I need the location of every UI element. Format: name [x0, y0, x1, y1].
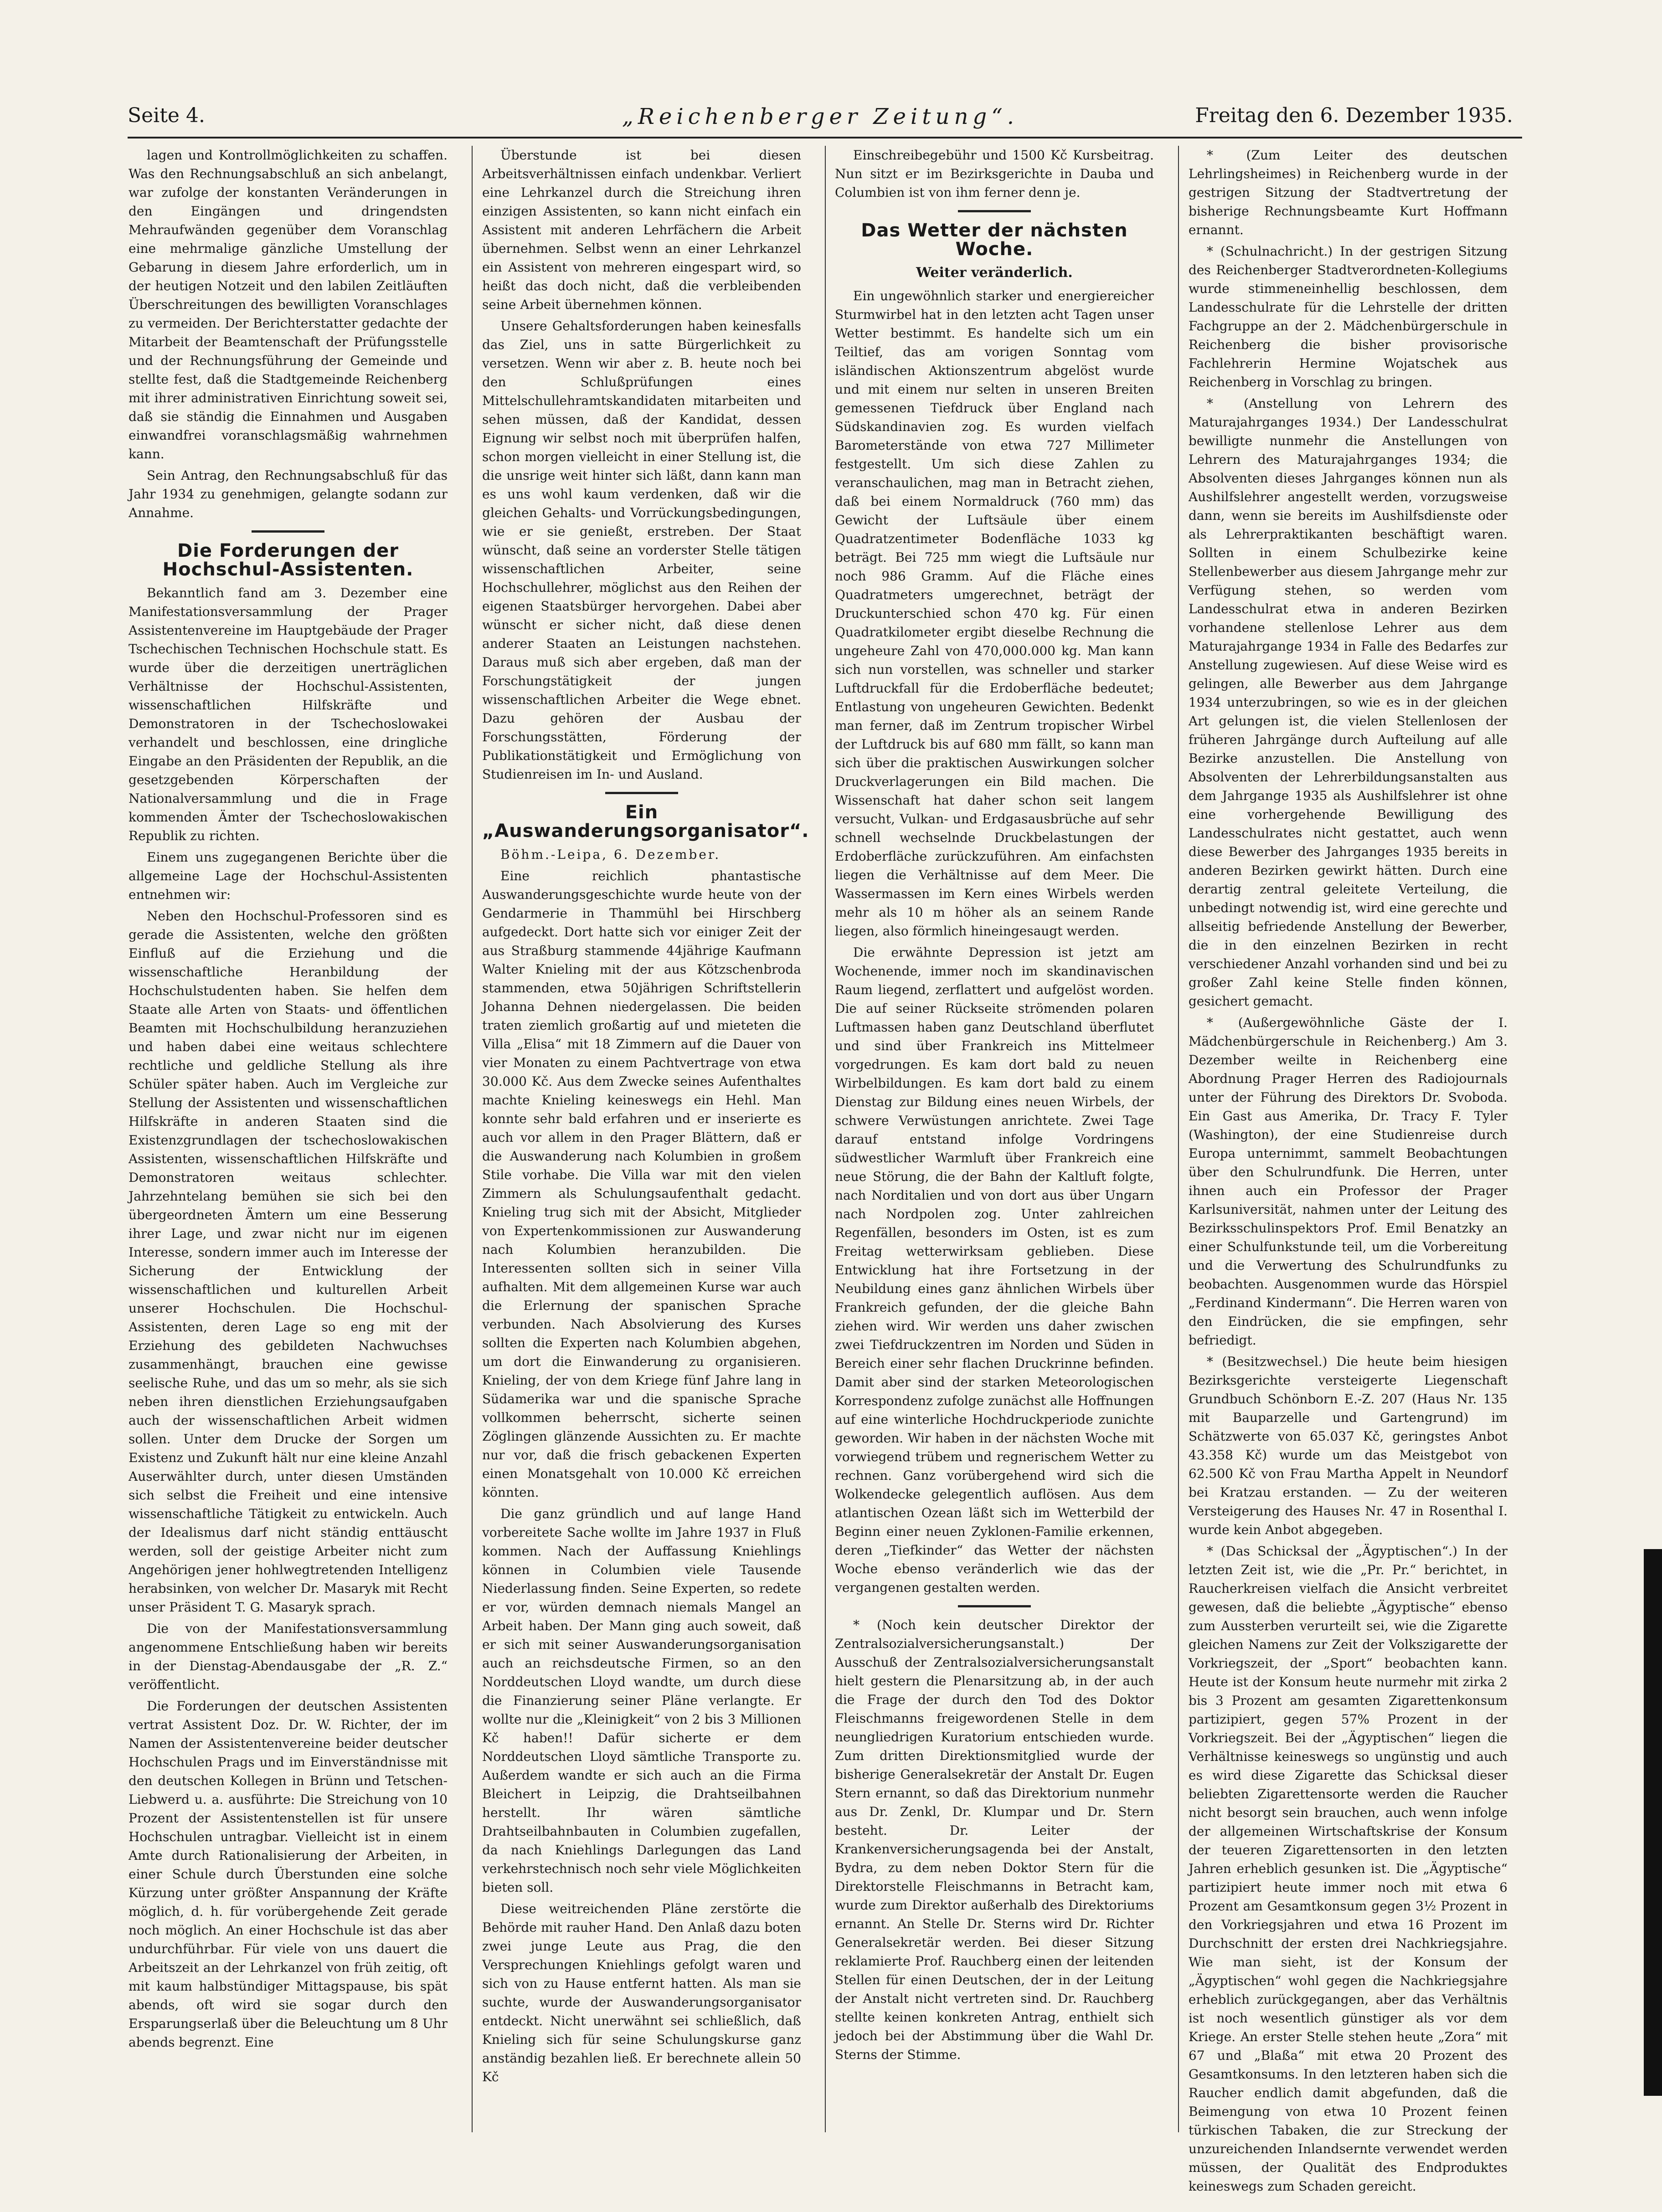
article-text: Eine reichlich phantastische Auswanderungsgeschichte wurde heute von der Gendarmerie in Thammühl bei Hirschberg aufgedeckt. Dort hatte sich vor einiger Zeit der aus Straßburg stammende 44jährige Kaufmann Walter Knieling mit der aus Kötzschenbroda stammenden, etwa 50jährigen Schriftstellerin Johanna Dehnen niedergelassen. Die beiden traten ziemlich großartig auf und mieteten die Villa „Elisa“ mit 18 Zimmern auf die Dauer von vier Monaten zu einem Pachtvertrage von etwa 30.000 Kč. Aus dem Zwecke seines Aufenthaltes machte Knieling keineswegs ein Hehl. Man konnte sehr bald erfahren und er inserierte es auch vor allem in den Prager Blättern, daß er die Auswanderung nach Kolumbien in großem Stile vorhabe. Die Villa war mit den vielen Zimmern als Schulungsaufenthalt gedacht. Knieling trug sich mit der Absicht, Mitglieder von Expertenkommissionen zur Auswanderung nach Kolumbien heranzubilden. Die Interessenten sollten sich in seiner Villa aufhalten. Mit dem allgemeinen Kurse war auch die Erlernung der spanischen Sprache verbunden. Nach Absolvierung des Kurses sollten die Experten nach Kolumbien abgehen, um dort die Einwanderung zu organisieren. Knieling, der von dem Kriege fünf Jahre lang in Südamerika war und die spanische Sprache vollkommen beherrscht, sicherte seinen Zöglingen glänzende Aussichten zu. Er machte nur vor, daß die frisch gebackenen Experten einen Monatsgehalt von 10.000 Kč erreichen könnten.	[482, 868, 801, 1500]
column-2	[482, 146, 809, 2089]
column-1	[129, 146, 448, 2054]
article-text: Bekanntlich fand am 3. Dezember eine Manifestationsversammlung der Prager Assistentenvereine im Hauptgebäude der Prager Tschechischen Technischen Hochschule statt. Es wurde über die derzeitigen unerträglichen Verhältnisse der Hochschul-Assistenten, wissenschaftlichen Hilfskräfte und Demonstratoren in der Tschechoslowakei verhandelt und beschlossen, eine dringliche Eingabe an den Präsidenten der Republik, an die gesetzgebenden Körperschaften der Nationalversammlung und die in Frage kommenden Ämter der Tschechoslowakischen Republik zu richten.	[129, 585, 448, 843]
article-separator	[605, 792, 678, 794]
article-text: Neben den Hochschul-Professoren sind es gerade die Assistenten, welche den größten Einfluß auf die Erziehung und die wissenschaftliche Heranbildung der Hochschulstudenten haben. Sie helfen dem Staate alle Arten von Staats- und öffentlichen Beamten mit Hochschulbildung heranzuziehen und haben dabei eine weitaus schlechtere rechtliche und geldliche Stellung als ihre Schüler später haben. Auch im Vergleiche zur Stellung der Assistenten und wissenschaftlichen Hilfskräfte in anderen Staaten sind die Existenzgrundlagen der tschechoslowakischen Assistenten, wissenschaftlichen Hilfskräfte und Demonstratoren weitaus schlechter. Jahrzehntelang bemühen sie sich bei den übergeordneten Ämtern um eine Besserung ihrer Lage, und zwar nicht nur im eigenen Interesse, sondern immer auch im Interesse der Sicherung der Entwicklung der wissenschaftlichen und kulturellen Arbeit unserer Hochschulen. Die Hochschul-Assistenten, deren Lage so eng mit der Erziehung des gebildeten Nachwuchses zusammenhängt, brauchen eine gewisse seelische Ruhe, und das um so mehr, als sie sich neben ihren dienstlichen Erziehungsaufgaben auch der wissenschaftlichen Arbeit widmen sollen. Unter dem Drucke der Sorgen um Existenz und Zukunft hält nur eine kleine Anzahl Auserwählter durch, unter diesen Umständen sich selbst die Freiheit und eine intensive wissenschaftliche Tätigkeit zu entwickeln. Auch der Idealismus darf nicht ständig enttäuscht werden, soll der geistige Arbeiter nicht zum Angehörigen jener hohlwegtretenden Intelligenz herabsinken, von welcher Dr. Masaryk mit Recht unser Präsident T. G. Masaryk sprach.	[129, 908, 448, 1615]
article-headline: Ein „Auswanderungsorganisator“.	[482, 802, 809, 842]
newspaper-title: „Reichenberger Zeitung“.	[622, 104, 1019, 129]
column-4	[1189, 146, 1508, 2198]
news-item: * (Zum Leiter des deutschen Lehrlingsheimes) in Reichenberg wurde in der gestrigen Sitzung der Stadtvertretung der bisherige Rechnungsbeamte Kurt Hoffmann ernannt.	[1189, 148, 1508, 237]
article-text: Die ganz gründlich und auf lange Hand vorbereitete Sache wollte im Jahre 1937 in Fluß kommen. Nach der Auffassung Kniehlings können in Columbien viele Tausende Niederlassung finden. Seine Experten, so redete er vor, würden demnach niemals Mangel an Arbeit haben. Der Mann ging auch soweit, daß er sich mit seiner Auswanderungsorganisation auch an reichsdeutsche Firmen, so an den Norddeutschen Lloyd wandte, um durch diese die Finanzierung seiner Pläne verlangte. Er wollte nur die „Kleinigkeit“ von 2 bis 3 Millionen Kč haben!! Dafür sicherte er dem Norddeutschen Lloyd sämtliche Transporte zu. Außerdem wandte er sich auch an die Firma Bleichert in Leipzig, die Drahtseilbahnen herstellt. Ihr wären sämtliche Drahtseilbahnbauten in Columbien zugefallen, da nach Kniehlings Darlegungen das Land verkehrstechnisch noch sehr viele Möglichkeiten bieten soll.	[482, 1506, 801, 1895]
issue-date: Freitag den 6. Dezember 1935.	[1195, 104, 1513, 127]
header-rule	[128, 137, 1522, 139]
article-separator	[252, 530, 324, 533]
column-divider	[1178, 146, 1179, 2132]
column-divider	[472, 146, 473, 2132]
news-item: * (Außergewöhnliche Gäste der I. Mädchenbürgerschule in Reichenberg.) Am 3. Dezember weilte in Reichenberg eine Abordnung Prager Herren des Radiojournals unter der Führung des Direktors Dr. Svoboda. Ein Gast aus Amerika, Dr. Tracy F. Tyler (Washington), der eine Studienreise durch Europa unternimmt, sammelt Beobachtungen über den Schulrundfunk. Die Herren, unter ihnen auch ein Professor der Prager Karlsuniversität, nahmen unter der Leitung des Bezirksschulinspektors Prof. Emil Benatzky an einer Schulfunkstunde teil, um die Vorbereitung und die Verwertung des Schulrundfunks zu beobachten. Ausgenommen wurde das Hörspiel „Ferdinand Kindermann“. Die Herren waren von den Eindrücken, die sie empfingen, sehr befriedigt.	[1189, 1015, 1508, 1348]
article-text: Einem uns zugegangenen Berichte über die allgemeine Lage der Hochschul-Assistenten entnehmen wir:	[129, 850, 448, 902]
page-header	[128, 104, 1513, 140]
article-separator	[958, 210, 1031, 212]
article-subheadline: Weiter veränderlich.	[916, 265, 1073, 281]
article-text: Ein ungewöhnlich starker und energiereicher Sturmwirbel hat in den letzten acht Tagen unser Wetter bestimmt. Es handelte sich um ein Teiltief, das am vorigen Sonntag vom isländischen Aktionszentrum abgelöst wurde und mit einem nur selten in unseren Breiten gemessenen Tiefdruck über England nach Südskandinavien zog. Es wurden vielfach Barometerstände von etwa 727 Millimeter festgestellt. Um sich diese Zahlen zu veranschaulichen, mag man in Betracht ziehen, daß bei einem Normaldruck (760 mm) das Gewicht der Luftsäule über einem Quadratzentimeter Bodenfläche 1033 kg beträgt. Bei 725 mm wiegt die Luftsäule nur noch 986 Gramm. Auf die Fläche eines Quadratmeters umgerechnet, beträgt der Druckunterschied schon 470 kg. Für einen Quadratkilometer ergibt dieselbe Rechnung die ungeheure Zahl von 470,000.000 kg. Man kann sich nun vorstellen, was schneller und starker Luftdruckfall für die Erdoberfläche bedeutet; Entlastung von ungeheuren Gewichten. Bedenkt man ferner, daß im Zentrum tropischer Wirbel der Luftdruck bis auf 680 mm fällt, so kann man sich über die praktischen Auswirkungen solcher Druckverlagerungen ein Bild machen. Die Wissenschaft hat daher schon seit langem versucht, Vulkan- und Erdgasausbrüche auf sehr schnell wechselnde Druckbelastungen der Erdoberfläche zurückzuführen. Am einfachsten liegen die Verhältnisse auf dem Meer. Die Wassermassen im Kern eines Wirbels werden mehr als 10 m höher als an seinem Rande liegen, also förmlich hineingesaugt werden.	[835, 288, 1154, 939]
article-text: Überstunde ist bei diesen Arbeitsverhältnissen einfach undenkbar. Verliert eine Lehrkanzel durch die Streichung ihren einzigen Assistenten, so kann nicht einfach ein Assistent mit anderen Lehrfächern die Arbeit übernehmen. Selbst wenn an einer Lehrkanzel ein Assistent von mehreren eingespart wird, so heißt das doch nicht, daß die verbleibenden seine Arbeit übernehmen können.	[482, 148, 801, 312]
article-text: Diese weitreichenden Pläne zerstörte die Behörde mit rauher Hand. Den Anlaß dazu boten zwei junge Leute aus Prag, die den Versprechungen Kniehlings gefolgt waren und sich von zu Hause entfernt hatten. Als man sie suchte, wurde der Auswanderungsorganisator entdeckt. Nicht unerwähnt sei schließlich, daß Knieling sich für seine Schulungskurse ganz anständig bezahlen ließ. Er berechnete allein 50 Kč	[482, 1901, 801, 2084]
column-3	[835, 146, 1154, 2067]
dateline: Böhm.-Leipa, 6. Dezember.	[500, 847, 721, 862]
news-item: * (Besitzwechsel.) Die heute beim hiesigen Bezirksgerichte versteigerte Liegenschaft Grundbuch Schönborn E.-Z. 207 (Haus Nr. 135 mit Bauparzelle und Gartengrund) im Schätzwerte von 65.037 Kč, geringstes Anbot 43.358 Kč) wurde um das Meistgebot von 62.500 Kč von Frau Martha Appelt in Neundorf bei Kratzau erstanden. — Zu der weiteren Versteigerung des Hauses Nr. 47 in Rosenthal I. wurde kein Anbot abgegeben.	[1189, 1354, 1508, 1537]
news-item: * (Schulnachricht.) In der gestrigen Sitzung des Reichenberger Stadtverordneten-Kollegiums wurde stimmeneinhellig beschlossen, dem Landesschulrate für die Lehrstelle der dritten Fachgruppe an der 2. Mädchenbürgerschule in Reichenberg die bisher provisorische Fachlehrerin Hermine Wojatschek aus Reichenberg in Vorschlag zu bringen.	[1189, 244, 1508, 390]
article-text: Unsere Gehaltsforderungen haben keinesfalls das Ziel, uns in satte Bürgerlichkeit zu versetzen. Wenn wir aber z. B. heute noch bei den Schlußprüfungen eines Mittelschullehramtskandidaten mitarbeiten und sehen müssen, daß der Kandidat, dessen Eignung wir selbst noch mit überprüfen halfen, schon morgen vielleicht in einer Stellung ist, die die unsrige weit hinter sich läßt, dann kann man es uns wohl kaum verdenken, daß wir die gleichen Gehalts- und Vorrückungsbedingungen, wie er sie genießt, erstreben. Der Staat wünscht, daß seine an vorderster Stelle tätigen wissenschaftlichen Arbeiter, seine Hochschullehrer, möglichst aus den Reihen der eigenen Staatsbürger hervorgehen. Dabei aber wünscht er sicher nicht, daß diese denen anderer Staaten an Leistungen nachstehen. Daraus muß sich aber ergeben, daß man der Forschungstätigkeit der jungen wissenschaftlichen Arbeiter die Wege ebnet. Dazu gehören der Ausbau der Forschungsstätten, Förderung der Publikationstätigkeit und Ermöglichung von Studienreisen im In- und Ausland.	[482, 318, 801, 782]
column-divider	[825, 146, 826, 2132]
adjacent-page-edge	[1644, 1549, 1662, 2096]
article-text: lagen und Kontrollmöglichkeiten zu schaffen. Was den Rechnungsabschluß an sich anbelangt, war zufolge der konstanten Veränderungen in den Eingängen und dringendsten Mehraufwänden gegenüber dem Voranschlag eine mehrmalige gänzliche Umstellung der Gebarung in diesem Jahre erforderlich, um in der heutigen Notzeit und den labilen Zeitläuften Überschreitungen des bewilligten Voranschlages zu vermeiden. Der Berichterstatter gedachte der Mitarbeit der Beamtenschaft der Prüfungsstelle und der Rechnungsführung der Gemeinde und stellte fest, daß die Stadtgemeinde Reichenberg mit ihrer administrativen Einrichtung soweit sei, daß sie ständig die Einnahmen und Ausgaben einwandfrei voranschlagsmäßig wahrnehmen kann.	[129, 148, 448, 462]
article-text: Die erwähnte Depression ist jetzt am Wochenende, immer noch im skandinavischen Raum liegend, zerflattert und aufgelöst worden. Die auf seiner Rückseite strömenden polaren Luftmassen haben ganz Deutschland überflutet und sind über Frankreich ins Mittelmeer vorgedrungen. Es kam dort bald zu neuen Wirbelbildungen. Es kam dort bald zu einem Dienstag zur Bildung eines neuen Wirbels, der schwere Verwüstungen anrichtete. Zwei Tage darauf entstand infolge Vordringens südwestlicher Warmluft über Frankreich eine neue Störung, die der Bahn der Kaltluft folgte, nach Norditalien und von dort aus über Ungarn nach Nordpolen zog. Unter zahlreichen Regenfällen, besonders im Osten, ist es zum Freitag wetterwirksam geblieben. Diese Entwicklung hat ihre Fortsetzung in der Neubildung eines ganz ähnlichen Wirbels über Frankreich gefunden, der die gleiche Bahn ziehen wird. Wir werden uns daher zwischen zwei Tiefdruckzentren im Norden und Süden in Bereich einer sehr flachen Druckrinne befinden. Damit aber sind der starken Meteorologischen Korrespondenz zufolge zunächst alle Hoffnungen auf eine winterliche Hochdruckperiode zunichte geworden. Wir haben in der nächsten Woche mit vorwiegend trübem und regnerischem Wetter zu rechnen. Ganz vorübergehend wird sich die Wolkendecke gelegentlich auflösen. Aus dem atlantischen Ozean läßt sich im Wetterbild der Beginn einer neuen Zyklonen-Familie erkennen, deren „Tiefkinder“ das Wetter der nächsten Woche ebenso veränderlich wie das der vergangenen gestalten werden.	[835, 945, 1154, 1595]
article-separator	[958, 1605, 1031, 1607]
article-text: * (Noch kein deutscher Direktor der Zentralsozialversicherungsanstalt.) Der Ausschuß der Zentralsozialversicherungsanstalt hielt gestern die Plenarsitzung ab, in der auch die Frage der durch den Tod des Doktor Fleischmanns freigewordenen Stelle in dem neungliedrigen Kuratorium entschieden wurde. Zum dritten Direktionsmitglied wurde der bisherige Generalsekretär der Anstalt Dr. Eugen Stern ernannt, so daß das Direktorium nunmehr aus Dr. Zenkl, Dr. Klumpar und Dr. Stern besteht. Dr. Leiter der Krankenversicherungsagenda bei der Anstalt, Bydra, zu dem neben Doktor Stern für die Direktorstelle Fleischmanns in Betracht kam, wurde zum Direktor außerhalb des Direktoriums ernannt. An Stelle Dr. Sterns wird Dr. Richter Generalsekretär werden. Bei dieser Sitzung reklamierte Prof. Rauchberg einen der leitenden Stellen für einen Deutschen, der in der Leitung der Anstalt nicht vertreten sind. Dr. Rauchberg stellte keinen konkreten Antrag, enthielt sich jedoch bei der Abstimmung über die Wahl Dr. Sterns der Stimme.	[835, 1617, 1154, 2062]
news-item: * (Anstellung von Lehrern des Maturajahrganges 1934.) Der Landesschulrat bewilligte nunmehr die Anstellungen von Lehrern des Maturajahrganges 1934; die Absolventen dieses Jahrganges können nun als Aushilfslehrer angestellt werden, vorzugsweise dann, wenn sie bereits im Aushilfsdienste oder als Lehrerpraktikanten beschäftigt waren. Sollten in einem Schulbezirke keine Stellenbewerber aus diesem Jahrgange mehr zur Verfügung stehen, so werden vom Landesschulrat etwa in anderen Bezirken vorhandene stellenlose Lehrer aus dem Maturajahrgange 1934 in Falle des Bedarfes zur Anstellung zugewiesen. Auf diese Weise wird es gelingen, alle Bewerber aus dem Jahrgange 1934 unterzubringen, so wie es in der gleichen Art gelungen ist, die vielen Stellenlosen der früheren Jahrgänge durch Aufteilung auf alle Bezirke anzustellen. Die Anstellung von Absolventen der Lehrerbildungsanstalten aus dem Jahrgange 1935 als Aushilfslehrer ist ohne eine vorhergehende Bewilligung des Landesschulrates nicht gestattet, auch wenn diese Bewerber des Jahrganges 1935 bereits in anderen Bezirken gewirkt hätten. Durch eine derartig zentral geleitete Verteilung, die unbedingt notwendig ist, wird eine gerechte und allseitig befriedende Anstellung der Bewerber, die in den einzelnen Bezirken in recht verschiedener Anzahl vorhanden sind und bei zu großer Zahl keine Stelle finden können, gesichert gemacht.	[1189, 396, 1508, 1009]
article-text: Sein Antrag, den Rechnungsabschluß für das Jahr 1934 zu genehmigen, gelangte sodann zur Annahme.	[129, 468, 448, 520]
article-headline: Das Wetter der nächsten Woche.	[861, 220, 1128, 260]
page-number: Seite 4.	[128, 104, 205, 127]
article-text: Die Forderungen der deutschen Assistenten vertrat Assistent Doz. Dr. W. Richter, der im Namen der Assistentenvereine beider deutscher Hochschulen Prags und im Einverständnisse mit den deutschen Kollegen in Brünn und Tetschen-Liebwerd u. a. ausführte: Die Streichung von 10 Prozent der Assistentenstellen ist für unsere Hochschulen untragbar. Vielleicht ist in einem Amte durch Rationalisierung der Arbeiten, in einer Schule durch Überstunden eine solche Kürzung unter größter Anspannung der Kräfte möglich, d. h. für vorübergehende Zeit gerade noch möglich. An einer Hochschule ist das aber undurchführbar. Für viele von uns dauert die Arbeitszeit an der Lehrkanzel von früh zeitig, oft mit kaum halbstündiger Mittagspause, bis spät abends, oft wird sie sogar durch den Ersparungserlaß über die Beleuchtung um 8 Uhr abends begrenzt. Eine	[129, 1699, 448, 2050]
article-text: Die von der Manifestationsversammlung angenommene Entschließung haben wir bereits in der Dienstag-Abendausgabe der „R. Z.“ veröffentlicht.	[129, 1621, 448, 1692]
news-item: * (Das Schicksal der „Ägyptischen“.) In der letzten Zeit ist, wie die „Pr. Pr.“ berichtet, in Raucherkreisen vielfach die Ansicht verbreitet gewesen, daß die beliebte „Ägyptische“ ebenso zum Aussterben verurteilt sei, wie die Zigarette gleichen Namens zur Zeit der Volkszigarette der Vorkriegszeit, der „Sport“ beobachten kann. Heute ist der Konsum heute nurmehr mit zirka 2 bis 3 Prozent am gesamten Zigarettenkonsum partizipiert, gegen 57% Prozent in der Vorkriegszeit. Bei der „Ägyptischen“ liegen die Verhältnisse keineswegs so ungünstig und auch es wird diese Zigarette das Schicksal dieser beliebten Zigarettensorte werden die Raucher nicht besorgt sein brauchen, auch wenn infolge der allgemeinen Wirtschaftskrise der Konsum der teueren Zigarettensorten in den letzten Jahren erheblich gesunken ist. Die „Ägyptische“ partizipiert heute immer noch mit etwa 6 Prozent am Gesamtkonsum gegen 3½ Prozent in den Vorkriegsjahren und etwa 16 Prozent im Durchschnitt der ersten drei Nachkriegsjahre. Wie man sieht, ist der Konsum der „Ägyptischen“ wohl gegen die Nachkriegsjahre erheblich zurückgegangen, aber das Verhältnis ist noch wesentlich günstiger als vor dem Kriege. An erster Stelle stehen heute „Zora“ mit 67 und „Blaßa“ mit etwa 20 Prozent des Gesamtkonsums. In den letzteren haben sich die Raucher endlich damit abgefunden, daß die Beimengung von etwa 10 Prozent feinen türkischen Tabaken, die zur Streckung der unzureichenden Inlandsernte verwendet werden müssen, der Qualität des Endproduktes keineswegs zum Schaden gereicht.	[1189, 1544, 1508, 2194]
article-headline: Die Forderungen der Hochschul-Assistenten.	[162, 540, 414, 580]
article-text: Einschreibegebühr und 1500 Kč Kursbeitrag. Nun sitzt er im Bezirksgerichte in Dauba und Columbien ist von ihm ferner denn je.	[835, 148, 1154, 200]
